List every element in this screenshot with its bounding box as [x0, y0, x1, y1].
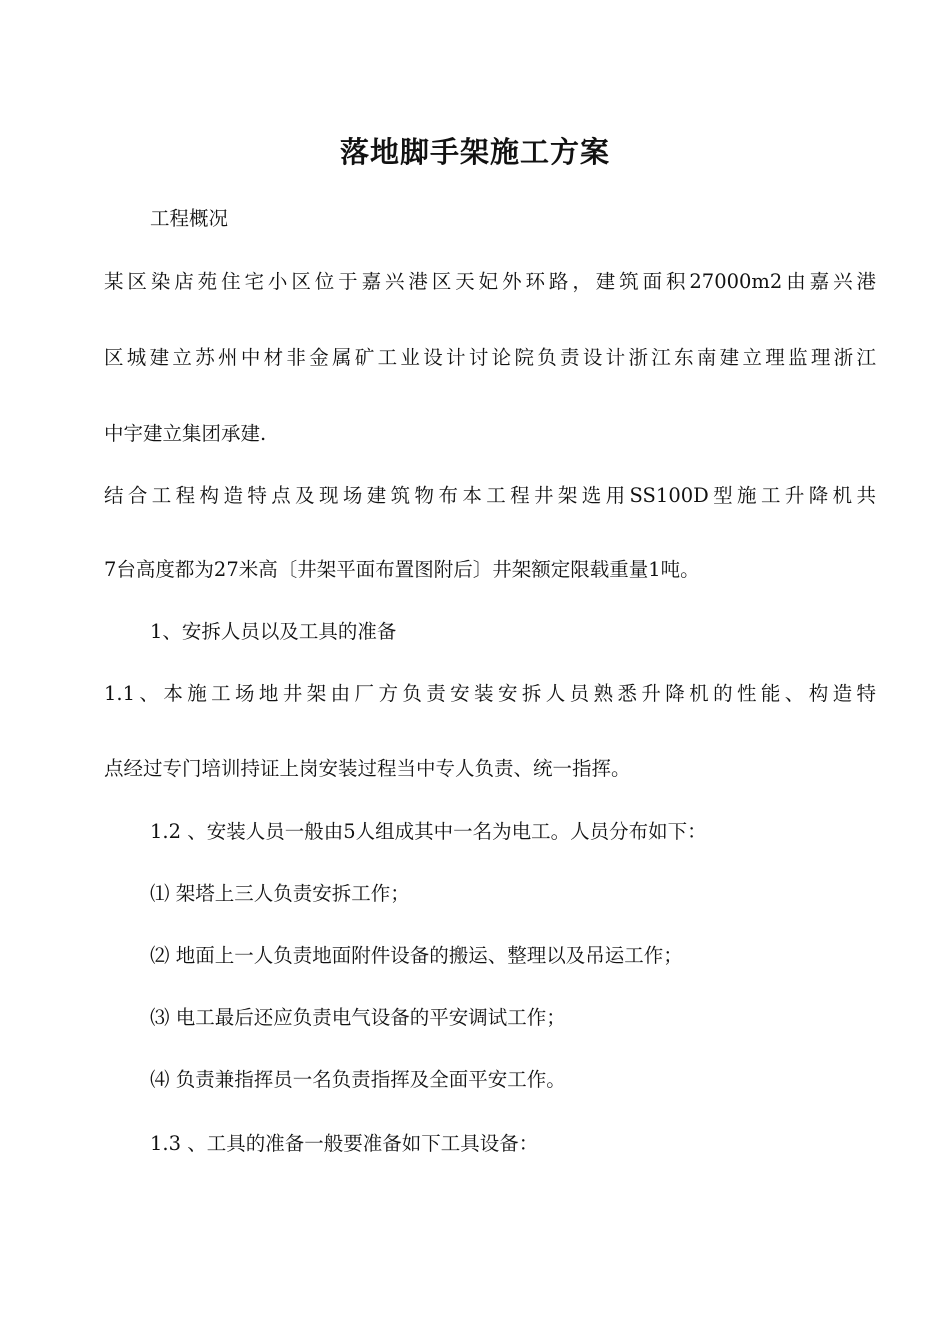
section-heading-1: 1、安拆人员以及工具的准备: [150, 620, 397, 643]
paragraph-line: 点经过专门培训持证上岗安装过程当中专人负责、统一指挥。: [104, 757, 631, 780]
section-heading-overview: 工程概况: [150, 207, 229, 230]
paragraph-line: 结合工程构造特点及现场建筑物布本工程井架选用SS100D型施工升降机共: [104, 484, 876, 507]
paragraph-line: 1.2 、安装人员一般由5人组成其中一名为电工。人员分布如下：: [150, 820, 707, 843]
paragraph-line: 区城建立苏州中材非金属矿工业设计讨论院负责设计浙江东南建立理监理浙江: [104, 346, 876, 369]
paragraph-line: 某区染店苑住宅小区位于嘉兴港区天妃外环路，建筑面积27000m2由嘉兴港: [104, 270, 876, 293]
list-item: ⑴ 架塔上三人负责安拆工作；: [150, 882, 410, 905]
list-item: ⑶ 电工最后还应负责电气设备的平安调试工作；: [150, 1006, 566, 1029]
paragraph-line: 7台高度都为27米高〔井架平面布置图附后〕井架额定限载重量1吨。: [104, 558, 700, 581]
paragraph-line: 1.1、本施工场地井架由厂方负责安装安拆人员熟悉升降机的性能、构造特: [104, 682, 876, 705]
list-item: ⑷ 负责兼指挥员一名负责指挥及全面平安工作。: [150, 1068, 566, 1091]
paragraph-line: 中宇建立集团承建.: [104, 422, 267, 445]
document-title: 落地脚手架施工方案: [339, 135, 610, 169]
paragraph-line: 1.3 、工具的准备一般要准备如下工具设备：: [150, 1132, 539, 1155]
list-item: ⑵ 地面上一人负责地面附件设备的搬运、整理以及吊运工作；: [150, 944, 683, 967]
